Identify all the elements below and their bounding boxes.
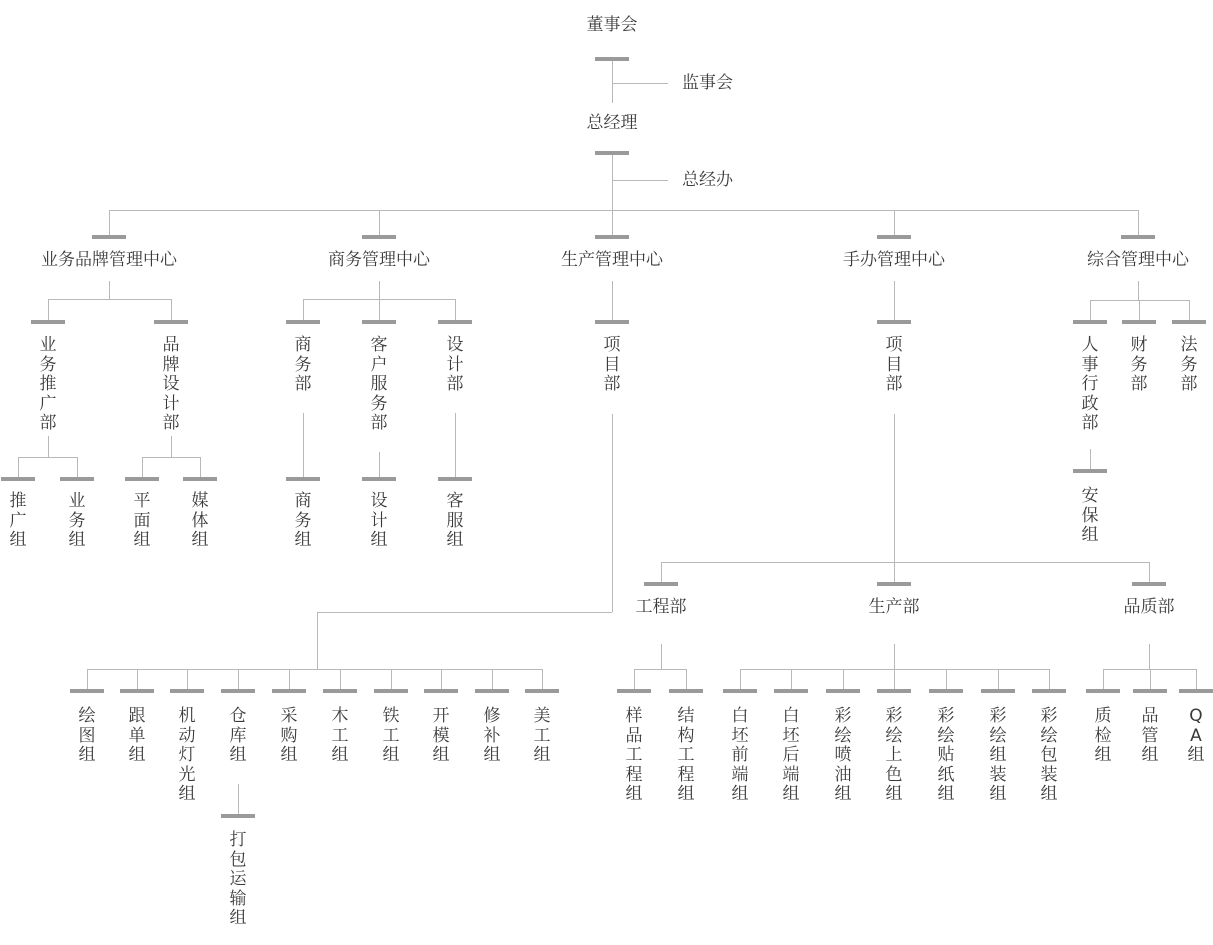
node-label-gm_office: 总经办 <box>682 170 733 190</box>
node-bar <box>286 320 320 324</box>
node-label-centers-general-name: 综合管理中心 <box>1087 250 1189 270</box>
connector-line <box>634 669 635 689</box>
node-bar <box>929 689 963 693</box>
node-label-centers-handmade-subdepts-1-groups-2: 彩绘喷油组 <box>834 706 852 804</box>
connector-line <box>612 414 613 612</box>
connector-line <box>612 155 613 210</box>
connector-line <box>946 669 947 689</box>
node-label-centers-handmade-subdepts-1-groups-5: 彩绘组装组 <box>989 706 1007 804</box>
node-bar <box>323 689 357 693</box>
node-bar <box>595 320 629 324</box>
node-bar <box>669 689 703 693</box>
node-label-centers-production-groups-2: 机动灯光组 <box>178 706 196 804</box>
node-label-centers-production-groups-1: 跟单组 <box>128 706 146 765</box>
node-bar <box>286 477 320 481</box>
node-label-centers-commerce-depts-2-groups-0: 客服组 <box>446 491 464 550</box>
connector-line <box>171 299 172 320</box>
node-bar <box>272 689 306 693</box>
node-label-centers-production-groups-5: 木工组 <box>331 706 349 765</box>
node-label-centers-handmade-subdepts-0-name: 工程部 <box>635 597 687 617</box>
connector-line <box>303 299 304 320</box>
connector-line <box>171 436 172 457</box>
connector-line <box>48 436 49 457</box>
connector-line <box>634 669 686 670</box>
node-label-centers-production-groups-8: 修补组 <box>483 706 501 765</box>
node-label-centers-production-name: 生产管理中心 <box>561 250 663 270</box>
connector-line <box>303 413 304 477</box>
node-bar <box>183 477 217 481</box>
node-label-centers-commerce-name: 商务管理中心 <box>328 250 430 270</box>
node-bar <box>438 477 472 481</box>
connector-line <box>894 414 895 562</box>
connector-line <box>18 457 19 477</box>
connector-line <box>455 299 456 320</box>
connector-line <box>142 457 143 477</box>
node-label-centers-commerce-depts-0-name: 商务部 <box>294 335 312 394</box>
connector-line <box>1049 669 1050 689</box>
node-label-centers-commerce-depts-0-groups-0: 商务组 <box>294 491 312 550</box>
connector-line <box>1090 300 1091 320</box>
node-bar <box>221 814 255 818</box>
node-bar <box>617 689 651 693</box>
node-label-centers-handmade-dept: 项目部 <box>885 335 903 394</box>
node-bar <box>877 320 911 324</box>
connector-line <box>391 669 392 689</box>
connector-line <box>612 210 613 235</box>
node-bar <box>1086 689 1120 693</box>
node-label-centers-production-groups-6: 铁工组 <box>382 706 400 765</box>
connector-line <box>1149 644 1150 669</box>
node-label-centers-business_brand-depts-1-groups-0: 平面组 <box>133 491 151 550</box>
node-label-centers-handmade-subdepts-1-groups-6: 彩绘包装组 <box>1040 706 1058 804</box>
node-bar <box>877 235 911 239</box>
node-bar <box>424 689 458 693</box>
node-label-centers-handmade-subdepts-1-groups-3: 彩绘上色组 <box>885 706 903 804</box>
node-label-centers-general-depts-0-groups-0: 安保组 <box>1081 486 1099 545</box>
connector-line <box>109 210 110 235</box>
node-label-centers-handmade-subdepts-1-groups-4: 彩绘贴纸组 <box>937 706 955 804</box>
connector-line <box>1103 669 1104 689</box>
connector-line <box>661 562 1149 563</box>
node-label-centers-general-depts-0-name: 人事行政部 <box>1081 335 1099 433</box>
node-label-centers-commerce-depts-2-name: 设计部 <box>446 335 464 394</box>
node-label-centers-handmade-subdepts-2-groups-1: 品管组 <box>1141 706 1159 765</box>
node-label-centers-handmade-subdepts-0-groups-1: 结构工程组 <box>677 706 695 804</box>
node-label-root: 董事会 <box>586 15 638 35</box>
node-label-centers-business_brand-depts-0-groups-0: 推广组 <box>9 491 27 550</box>
connector-line <box>1189 300 1190 320</box>
connector-line <box>998 669 999 689</box>
node-label-centers-general-depts-2-name: 法务部 <box>1180 335 1198 394</box>
connector-line <box>1196 669 1197 689</box>
node-bar <box>1 477 35 481</box>
node-bar <box>1172 320 1206 324</box>
node-bar <box>221 689 255 693</box>
connector-line <box>661 562 662 582</box>
connector-line <box>109 210 1138 211</box>
node-bar <box>774 689 808 693</box>
node-label-centers-handmade-subdepts-1-groups-0: 白坯前端组 <box>731 706 749 804</box>
node-label-centers-production-groups-3: 仓库组 <box>229 706 247 765</box>
connector-line <box>1090 300 1189 301</box>
node-bar <box>170 689 204 693</box>
connector-line <box>340 669 341 689</box>
node-label-centers-handmade-subdepts-2-name: 品质部 <box>1123 597 1175 617</box>
connector-line <box>612 180 668 181</box>
node-label-supervisory: 监事会 <box>682 73 733 93</box>
connector-line <box>661 644 662 669</box>
node-label-centers-production-groups-7: 开模组 <box>432 706 450 765</box>
node-bar <box>1073 469 1107 473</box>
node-label-centers-business_brand-depts-1-groups-1: 媒体组 <box>191 491 209 550</box>
node-label-centers-handmade-name: 手办管理中心 <box>843 250 945 270</box>
node-bar <box>362 320 396 324</box>
node-bar <box>475 689 509 693</box>
node-bar <box>981 689 1015 693</box>
node-label-centers-production-warehouse_sub: 打包运输组 <box>229 830 247 928</box>
node-bar <box>644 582 678 586</box>
connector-line <box>1150 669 1151 689</box>
connector-line <box>686 669 687 689</box>
node-bar <box>826 689 860 693</box>
node-label-centers-handmade-subdepts-1-name: 生产部 <box>868 597 920 617</box>
connector-line <box>87 669 88 689</box>
connector-line <box>379 281 380 299</box>
node-label-centers-general-depts-1-name: 财务部 <box>1130 335 1148 394</box>
connector-line <box>894 210 895 235</box>
connector-line <box>18 457 77 458</box>
connector-line <box>542 669 543 689</box>
connector-line <box>1139 300 1140 320</box>
connector-line <box>137 669 138 689</box>
node-label-centers-handmade-subdepts-2-groups-0: 质检组 <box>1094 706 1112 765</box>
node-label-centers-business_brand-name: 业务品牌管理中心 <box>41 250 177 270</box>
connector-line <box>77 457 78 477</box>
node-bar <box>362 477 396 481</box>
node-label-centers-commerce-depts-1-groups-0: 设计组 <box>370 491 388 550</box>
connector-line <box>317 612 318 669</box>
node-label-centers-production-groups-0: 绘图组 <box>78 706 96 765</box>
node-label-centers-handmade-subdepts-0-groups-0: 样品工程组 <box>625 706 643 804</box>
node-label-centers-commerce-depts-1-name: 客户服务部 <box>370 335 388 433</box>
node-bar <box>1073 320 1107 324</box>
connector-line <box>894 669 895 689</box>
node-label-centers-business_brand-depts-0-name: 业务推广部 <box>39 335 57 433</box>
connector-line <box>187 669 188 689</box>
connector-line <box>87 669 542 670</box>
node-label-gm: 总经理 <box>586 113 638 133</box>
node-label-centers-handmade-subdepts-1-groups-1: 白坯后端组 <box>782 706 800 804</box>
connector-line <box>379 299 380 320</box>
node-bar <box>154 320 188 324</box>
node-bar <box>438 320 472 324</box>
node-label-centers-business_brand-depts-1-name: 品牌设计部 <box>162 335 180 433</box>
connector-line <box>48 299 49 320</box>
node-label-centers-production-groups-9: 美工组 <box>533 706 551 765</box>
node-label-centers-production-dept: 项目部 <box>603 335 621 394</box>
connector-line <box>894 281 895 320</box>
connector-line <box>1149 562 1150 582</box>
node-bar <box>1133 689 1167 693</box>
connector-line <box>379 210 380 235</box>
node-label-centers-business_brand-depts-0-groups-1: 业务组 <box>68 491 86 550</box>
node-label-centers-production-groups-4: 采购组 <box>280 706 298 765</box>
connector-line <box>843 669 844 689</box>
node-bar <box>525 689 559 693</box>
connector-line <box>612 83 668 84</box>
connector-line <box>894 562 895 582</box>
connector-line <box>379 452 380 477</box>
node-bar <box>1121 235 1155 239</box>
node-label-centers-handmade-subdepts-2-groups-2: QA组 <box>1187 706 1205 765</box>
node-bar <box>362 235 396 239</box>
connector-line <box>200 457 201 477</box>
connector-line <box>740 669 741 689</box>
node-bar <box>723 689 757 693</box>
connector-line <box>289 669 290 689</box>
node-bar <box>877 689 911 693</box>
connector-line <box>109 281 110 299</box>
node-bar <box>877 582 911 586</box>
connector-line <box>740 669 1049 670</box>
connector-line <box>48 299 171 300</box>
connector-line <box>492 669 493 689</box>
node-bar <box>120 689 154 693</box>
connector-line <box>238 669 239 689</box>
node-bar <box>1032 689 1066 693</box>
connector-line <box>238 784 239 814</box>
node-bar <box>1122 320 1156 324</box>
node-bar <box>125 477 159 481</box>
node-bar <box>31 320 65 324</box>
connector-line <box>612 281 613 320</box>
node-bar <box>70 689 104 693</box>
node-bar <box>595 235 629 239</box>
connector-line <box>791 669 792 689</box>
connector-line <box>142 457 200 458</box>
node-bar <box>1179 689 1213 693</box>
connector-line <box>455 413 456 477</box>
connector-line <box>1138 281 1139 300</box>
connector-line <box>441 669 442 689</box>
node-bar <box>60 477 94 481</box>
connector-line <box>1138 210 1139 235</box>
node-bar <box>374 689 408 693</box>
node-bar <box>1132 582 1166 586</box>
connector-line <box>894 644 895 669</box>
connector-line <box>1090 449 1091 469</box>
node-bar <box>92 235 126 239</box>
